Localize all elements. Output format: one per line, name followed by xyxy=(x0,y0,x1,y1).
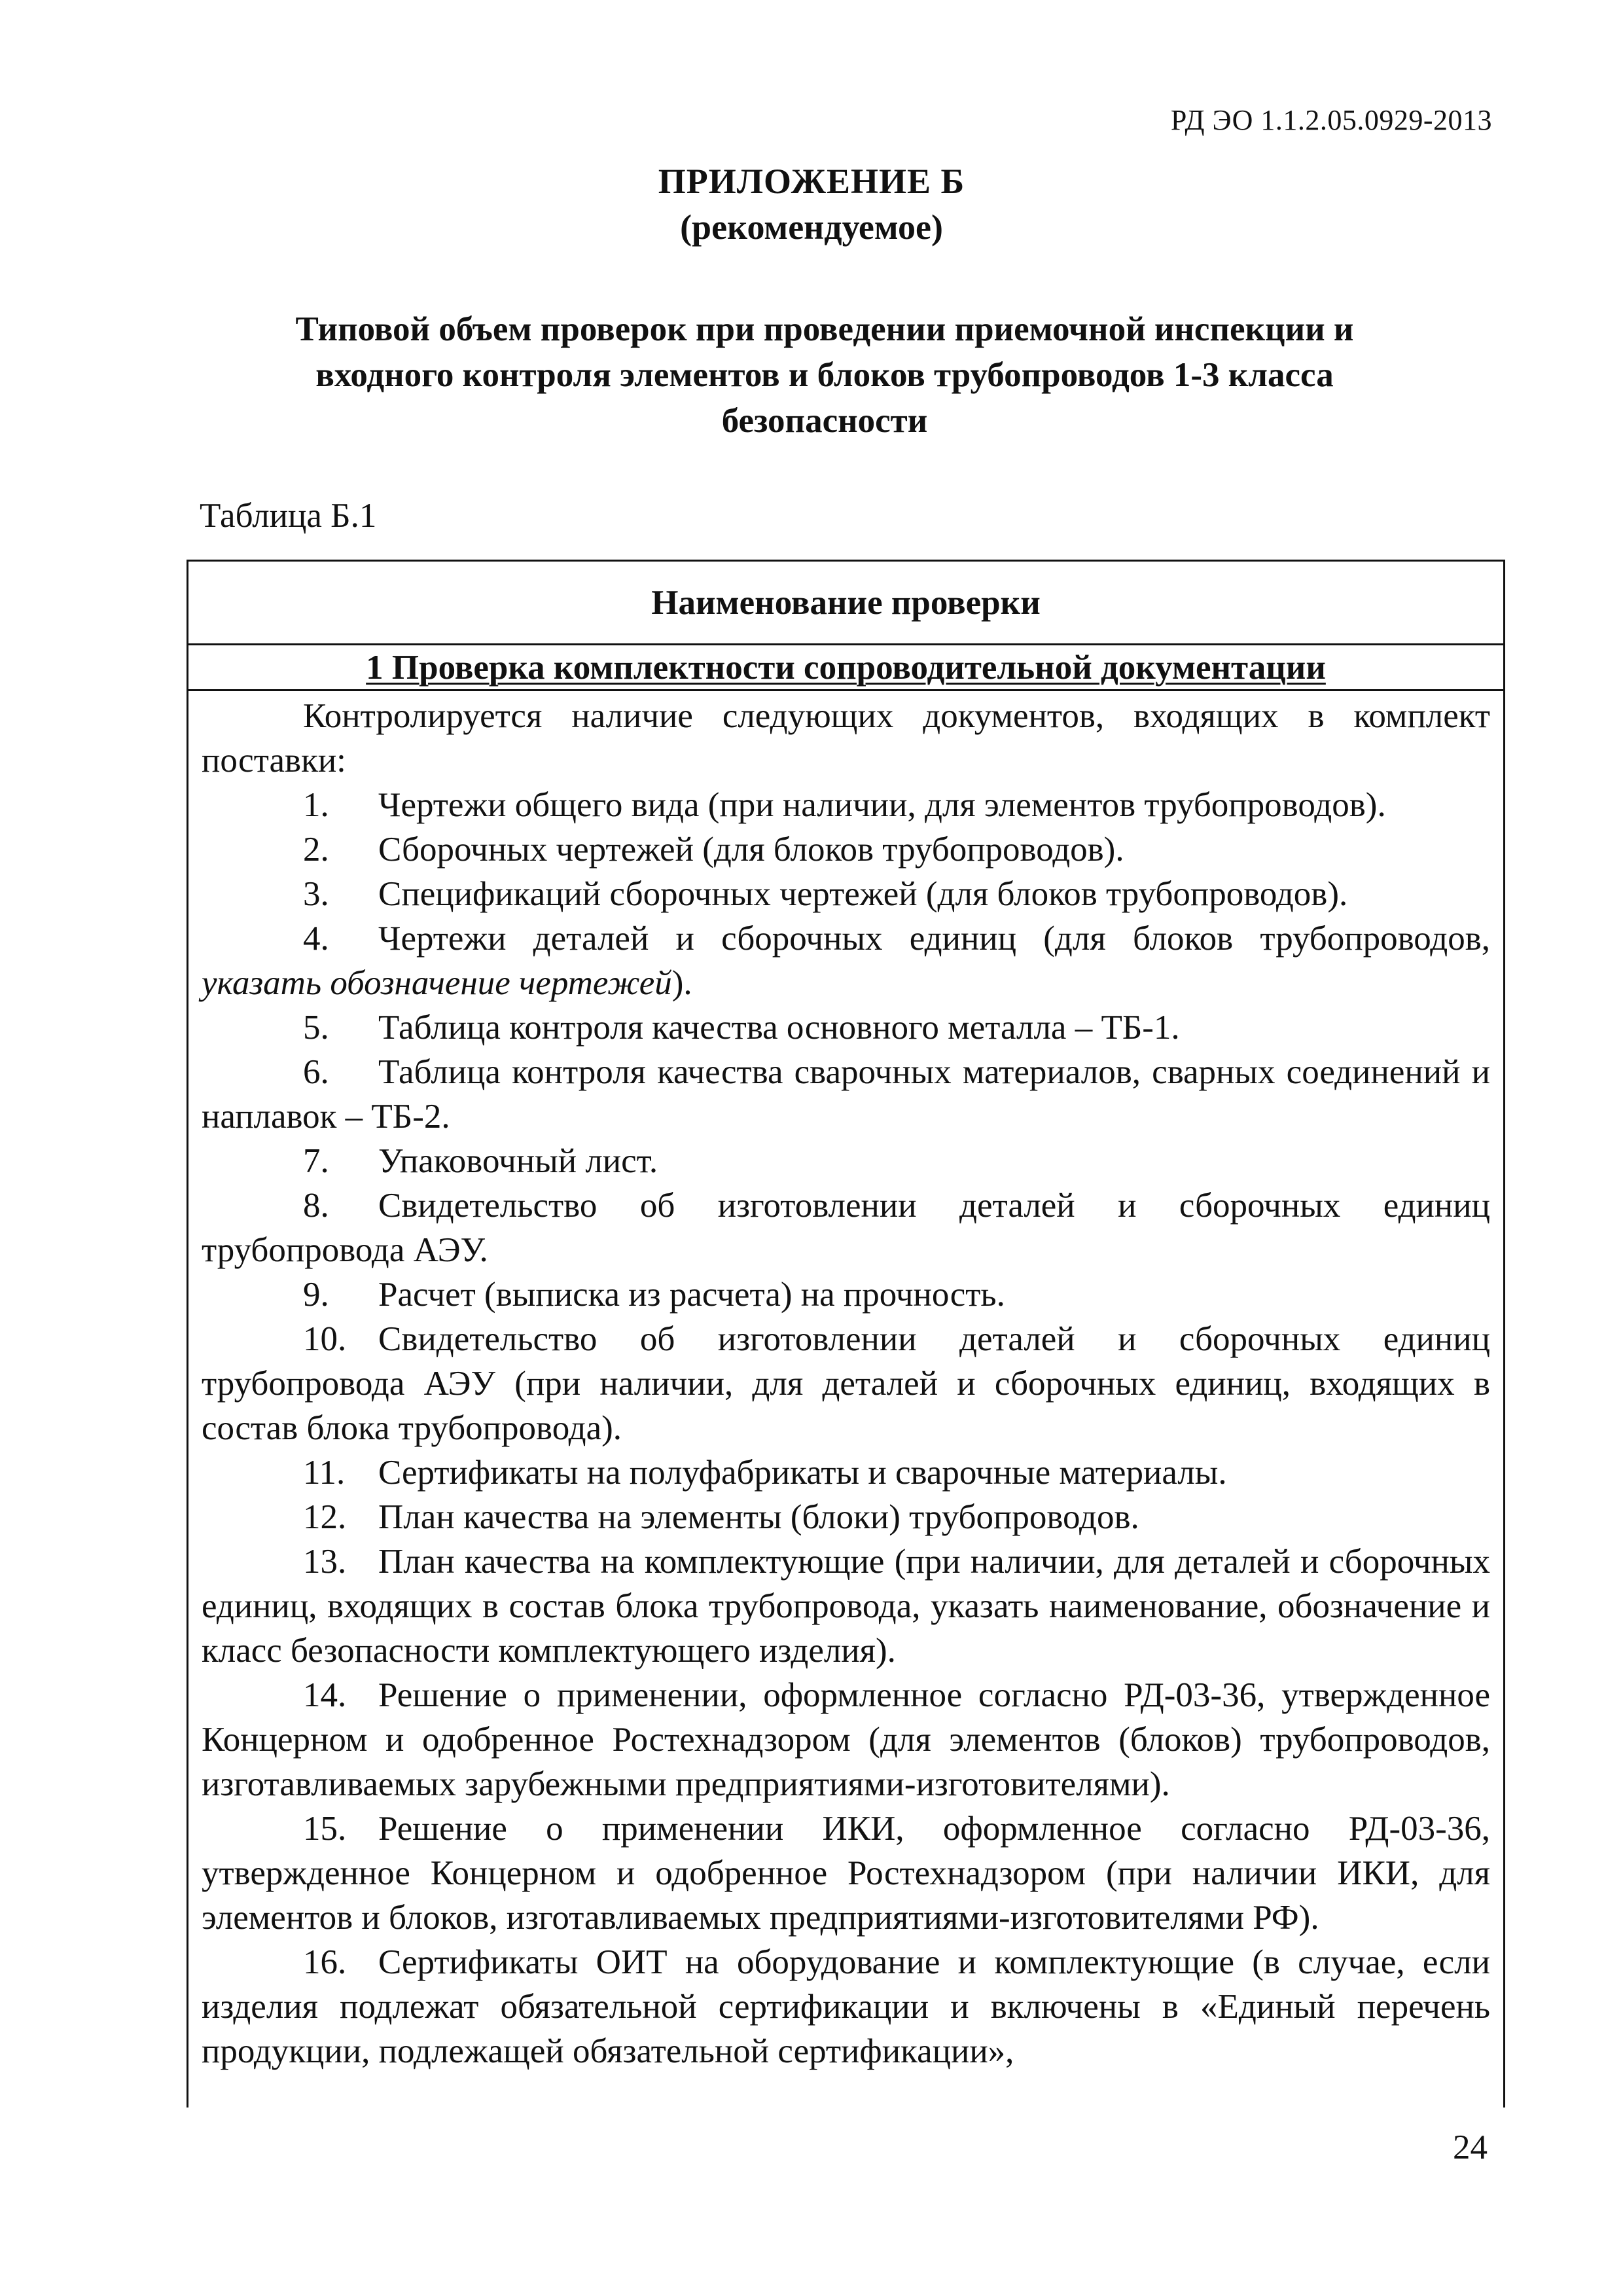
appendix-status: (рекомендуемое) xyxy=(680,207,943,247)
list-item-number: 3. xyxy=(303,875,329,913)
list-item-number: 6. xyxy=(303,1053,329,1091)
list-item-text: План качества на элементы (блоки) трубопроводов. xyxy=(378,1498,1139,1536)
list-item-text: Расчет (выписка из расчета) на прочность. xyxy=(378,1276,1005,1314)
heading-line-2: входного контроля элементов и блоков трубопроводов 1-3 класса xyxy=(315,356,1334,394)
list-item xyxy=(202,1806,1490,1940)
list-item-text: План качества на комплектующие (при наличии, для деталей и сборочных единиц, входящих в состав блока трубопровода, указать наименование, обозначение и класс безопасности комплектующего изделия). xyxy=(202,1543,1490,1670)
list-item xyxy=(202,1673,1490,1806)
list-item xyxy=(202,872,1490,916)
document-code: РД ЭО 1.1.2.05.0929-2013 xyxy=(1170,104,1492,136)
table-intro-text: Контролируется наличие следующих документов, входящих в комплект поставки: xyxy=(202,697,1490,780)
list-item xyxy=(202,1495,1490,1539)
list-item xyxy=(202,1183,1490,1272)
list-item-italic-text: указать обозначение чертежей xyxy=(202,964,672,1002)
list-item-number: 4. xyxy=(303,920,329,958)
list-item xyxy=(202,1005,1490,1050)
list-item-text: Сборочных чертежей (для блоков трубопроводов). xyxy=(378,831,1124,869)
heading-line-1: Типовой объем проверок при проведении приемочной инспекции и xyxy=(295,310,1354,348)
list-item-text: Решение о применении, оформленное согласно РД-03-36, утвержденное Концерном и одобренное Ростехнадзором (для элементов (блоков) трубопроводов, изготавливаемых зарубежными предприятиями-изготовителями). xyxy=(202,1676,1490,1803)
list-item xyxy=(202,827,1490,872)
list-item-text: Свидетельство об изготовлении деталей и сборочных единиц трубопровода АЭУ. xyxy=(202,1187,1490,1269)
list-item-text-end: ). xyxy=(671,964,692,1002)
list-item-text: Решение о применении ИКИ, оформленное согласно РД-03-36, утвержденное Концерном и одобренное Ростехнадзором (при наличии ИКИ, для элементов и блоков, изготавливаемых предприятиями-изготовителями РФ). xyxy=(202,1810,1490,1937)
appendix-title: ПРИЛОЖЕНИЕ Б xyxy=(658,162,965,201)
list-item-number: 7. xyxy=(303,1142,329,1180)
list-item-text: Сертификаты ОИТ на оборудование и комплектующие (в случае, если изделия подлежат обязательной сертификации и включены в «Единый перечень продукции, подлежащей обязательной сертификации», xyxy=(202,1943,1490,2070)
checks-table xyxy=(187,560,1505,2108)
list-item-number: 5. xyxy=(303,1009,329,1047)
list-item-text: Таблица контроля качества сварочных материалов, сварных соединений и наплавок – ТБ-2. xyxy=(202,1053,1490,1136)
list-item-text: Упаковочный лист. xyxy=(378,1142,658,1180)
table-body-cell xyxy=(188,691,1503,2073)
list-item xyxy=(202,1050,1490,1139)
list-item xyxy=(202,1539,1490,1673)
list-item-number: 8. xyxy=(303,1187,329,1225)
page-number: 24 xyxy=(1453,2128,1488,2166)
list-item-number: 10. xyxy=(303,1320,347,1358)
list-item-number: 13. xyxy=(303,1543,347,1581)
list-item-text: Сертификаты на полуфабрикаты и сварочные материалы. xyxy=(378,1454,1227,1492)
list-item-text: Чертежи деталей и сборочных единиц (для блоков трубопроводов, xyxy=(378,920,1490,958)
list-item xyxy=(202,1317,1490,1450)
list-item xyxy=(202,916,1490,1005)
table-section-title: 1 Проверка комплектности сопроводительной документации xyxy=(188,645,1503,691)
list-item xyxy=(202,783,1490,827)
list-item-number: 1. xyxy=(303,786,329,824)
list-item xyxy=(202,1272,1490,1317)
list-item-number: 15. xyxy=(303,1810,347,1848)
list-item-text: Таблица контроля качества основного металла – ТБ-1. xyxy=(378,1009,1180,1047)
table-column-header: Наименование проверки xyxy=(188,562,1503,645)
list-item-number: 11. xyxy=(303,1454,346,1492)
table-caption: Таблица Б.1 xyxy=(200,497,377,535)
list-item-text: Свидетельство об изготовлении деталей и сборочных единиц трубопровода АЭУ (при наличии, для деталей и сборочных единиц, входящих в состав блока трубопровода). xyxy=(202,1320,1490,1447)
list-item-text: Спецификаций сборочных чертежей (для блоков трубопроводов). xyxy=(378,875,1348,913)
document-heading xyxy=(196,306,1453,444)
list-item-text: Чертежи общего вида (при наличии, для элементов трубопроводов). xyxy=(378,786,1386,824)
heading-line-3: безопасности xyxy=(721,402,928,440)
list-item-number: 14. xyxy=(303,1676,347,1714)
list-item-number: 12. xyxy=(303,1498,347,1536)
list-item-number: 9. xyxy=(303,1276,329,1314)
list-item xyxy=(202,1450,1490,1495)
list-item-number: 16. xyxy=(303,1943,347,1981)
list-item-number: 2. xyxy=(303,831,329,869)
list-item xyxy=(202,1940,1490,2073)
list-item xyxy=(202,1139,1490,1183)
